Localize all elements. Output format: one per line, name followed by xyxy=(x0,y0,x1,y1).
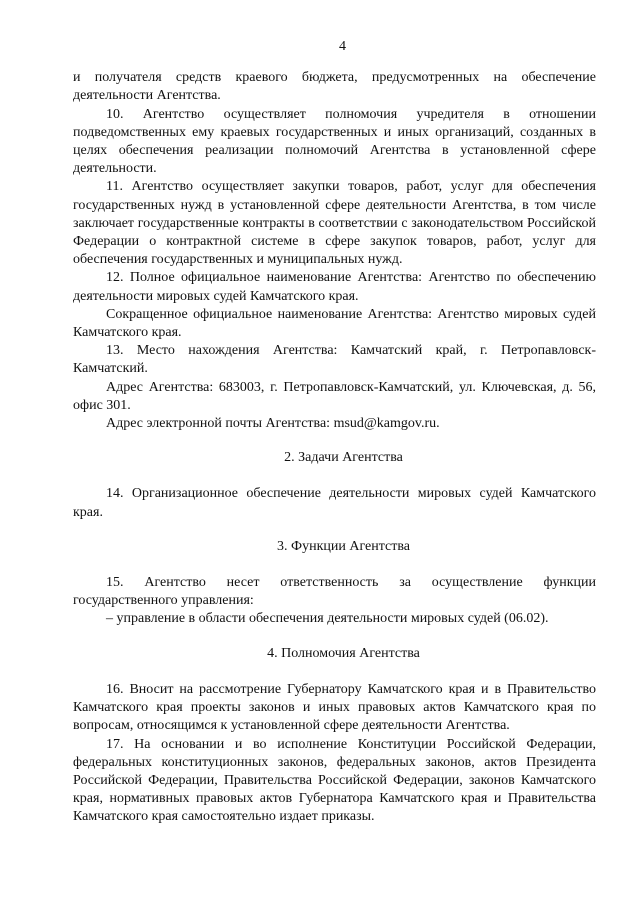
paragraph-16: 16. Вносит на рассмотрение Губернатору Камчатского края и в Правительство Камчатского края проекты законов и иных правовых актов Камчатского края по вопросам, относящимся к установленной сфере деятельности Агентства. xyxy=(73,681,596,734)
paragraph-17: 17. На основании и во исполнение Конституции Российской Федерации, федеральных конституционных законов, федеральных законов, актов Президента Российской Федерации, Правительства Российской Федерации, законов Камчатского края, нормативных правовых актов Губернатора Камчатского края и Правительства Камчатского края самостоятельно издает приказы. xyxy=(73,736,596,825)
paragraph-15: 15. Агентство несет ответственность за осуществление функции государственного управления: xyxy=(73,575,596,609)
paragraph-13: 13. Место нахождения Агентства: Камчатский край, г. Петропавловск-Камчатский. xyxy=(73,343,596,377)
paragraph-10: 10. Агентство осуществляет полномочия учредителя в отношении подведомственных ему краевых государственных и иных организаций, созданных в целях обеспечения реализации полномочий Агентства в установленной сфере деятельности. xyxy=(73,106,596,177)
section-heading-tasks: 2. Задачи Агентства xyxy=(284,450,403,466)
paragraph-14: 14. Организационное обеспечение деятельности мировых судей Камчатского края. xyxy=(73,486,596,520)
paragraph-12: 12. Полное официальное наименование Агентства: Агентство по обеспечению деятельности мировых судей Камчатского края. xyxy=(73,270,596,304)
paragraph-function-item: – управление в области обеспечения деятельности мировых судей (06.02). xyxy=(106,611,549,627)
paragraph-email: Адрес электронной почты Агентства: msud@kamgov.ru. xyxy=(106,416,440,432)
page-number: 4 xyxy=(339,39,346,54)
paragraph-short-name: Сокращенное официальное наименование Агентства: Агентство мировых судей Камчатского края. xyxy=(73,306,596,341)
paragraph-address: Адрес Агентства: 683003, г. Петропавловск-Камчатский, ул. Ключевская, д. 56, офис 301. xyxy=(73,379,596,413)
section-heading-functions: 3. Функции Агентства xyxy=(277,538,410,554)
paragraph-11: 11. Агентство осуществляет закупки товаров, работ, услуг для обеспечения государственных нужд в установленной сфере деятельности Агентства, в том числе заключает государственные контракты в соответствии с законодательством Российской Федерации о контрактной системе в сфере закупок товаров, работ, услуг для обеспечения государственных и муниципальных нужд. xyxy=(73,179,596,268)
paragraph-continuation: и получателя средств краевого бюджета, предусмотренных на обеспечение деятельности Агентства. xyxy=(73,70,596,104)
section-heading-powers: 4. Полномочия Агентства xyxy=(267,645,420,661)
